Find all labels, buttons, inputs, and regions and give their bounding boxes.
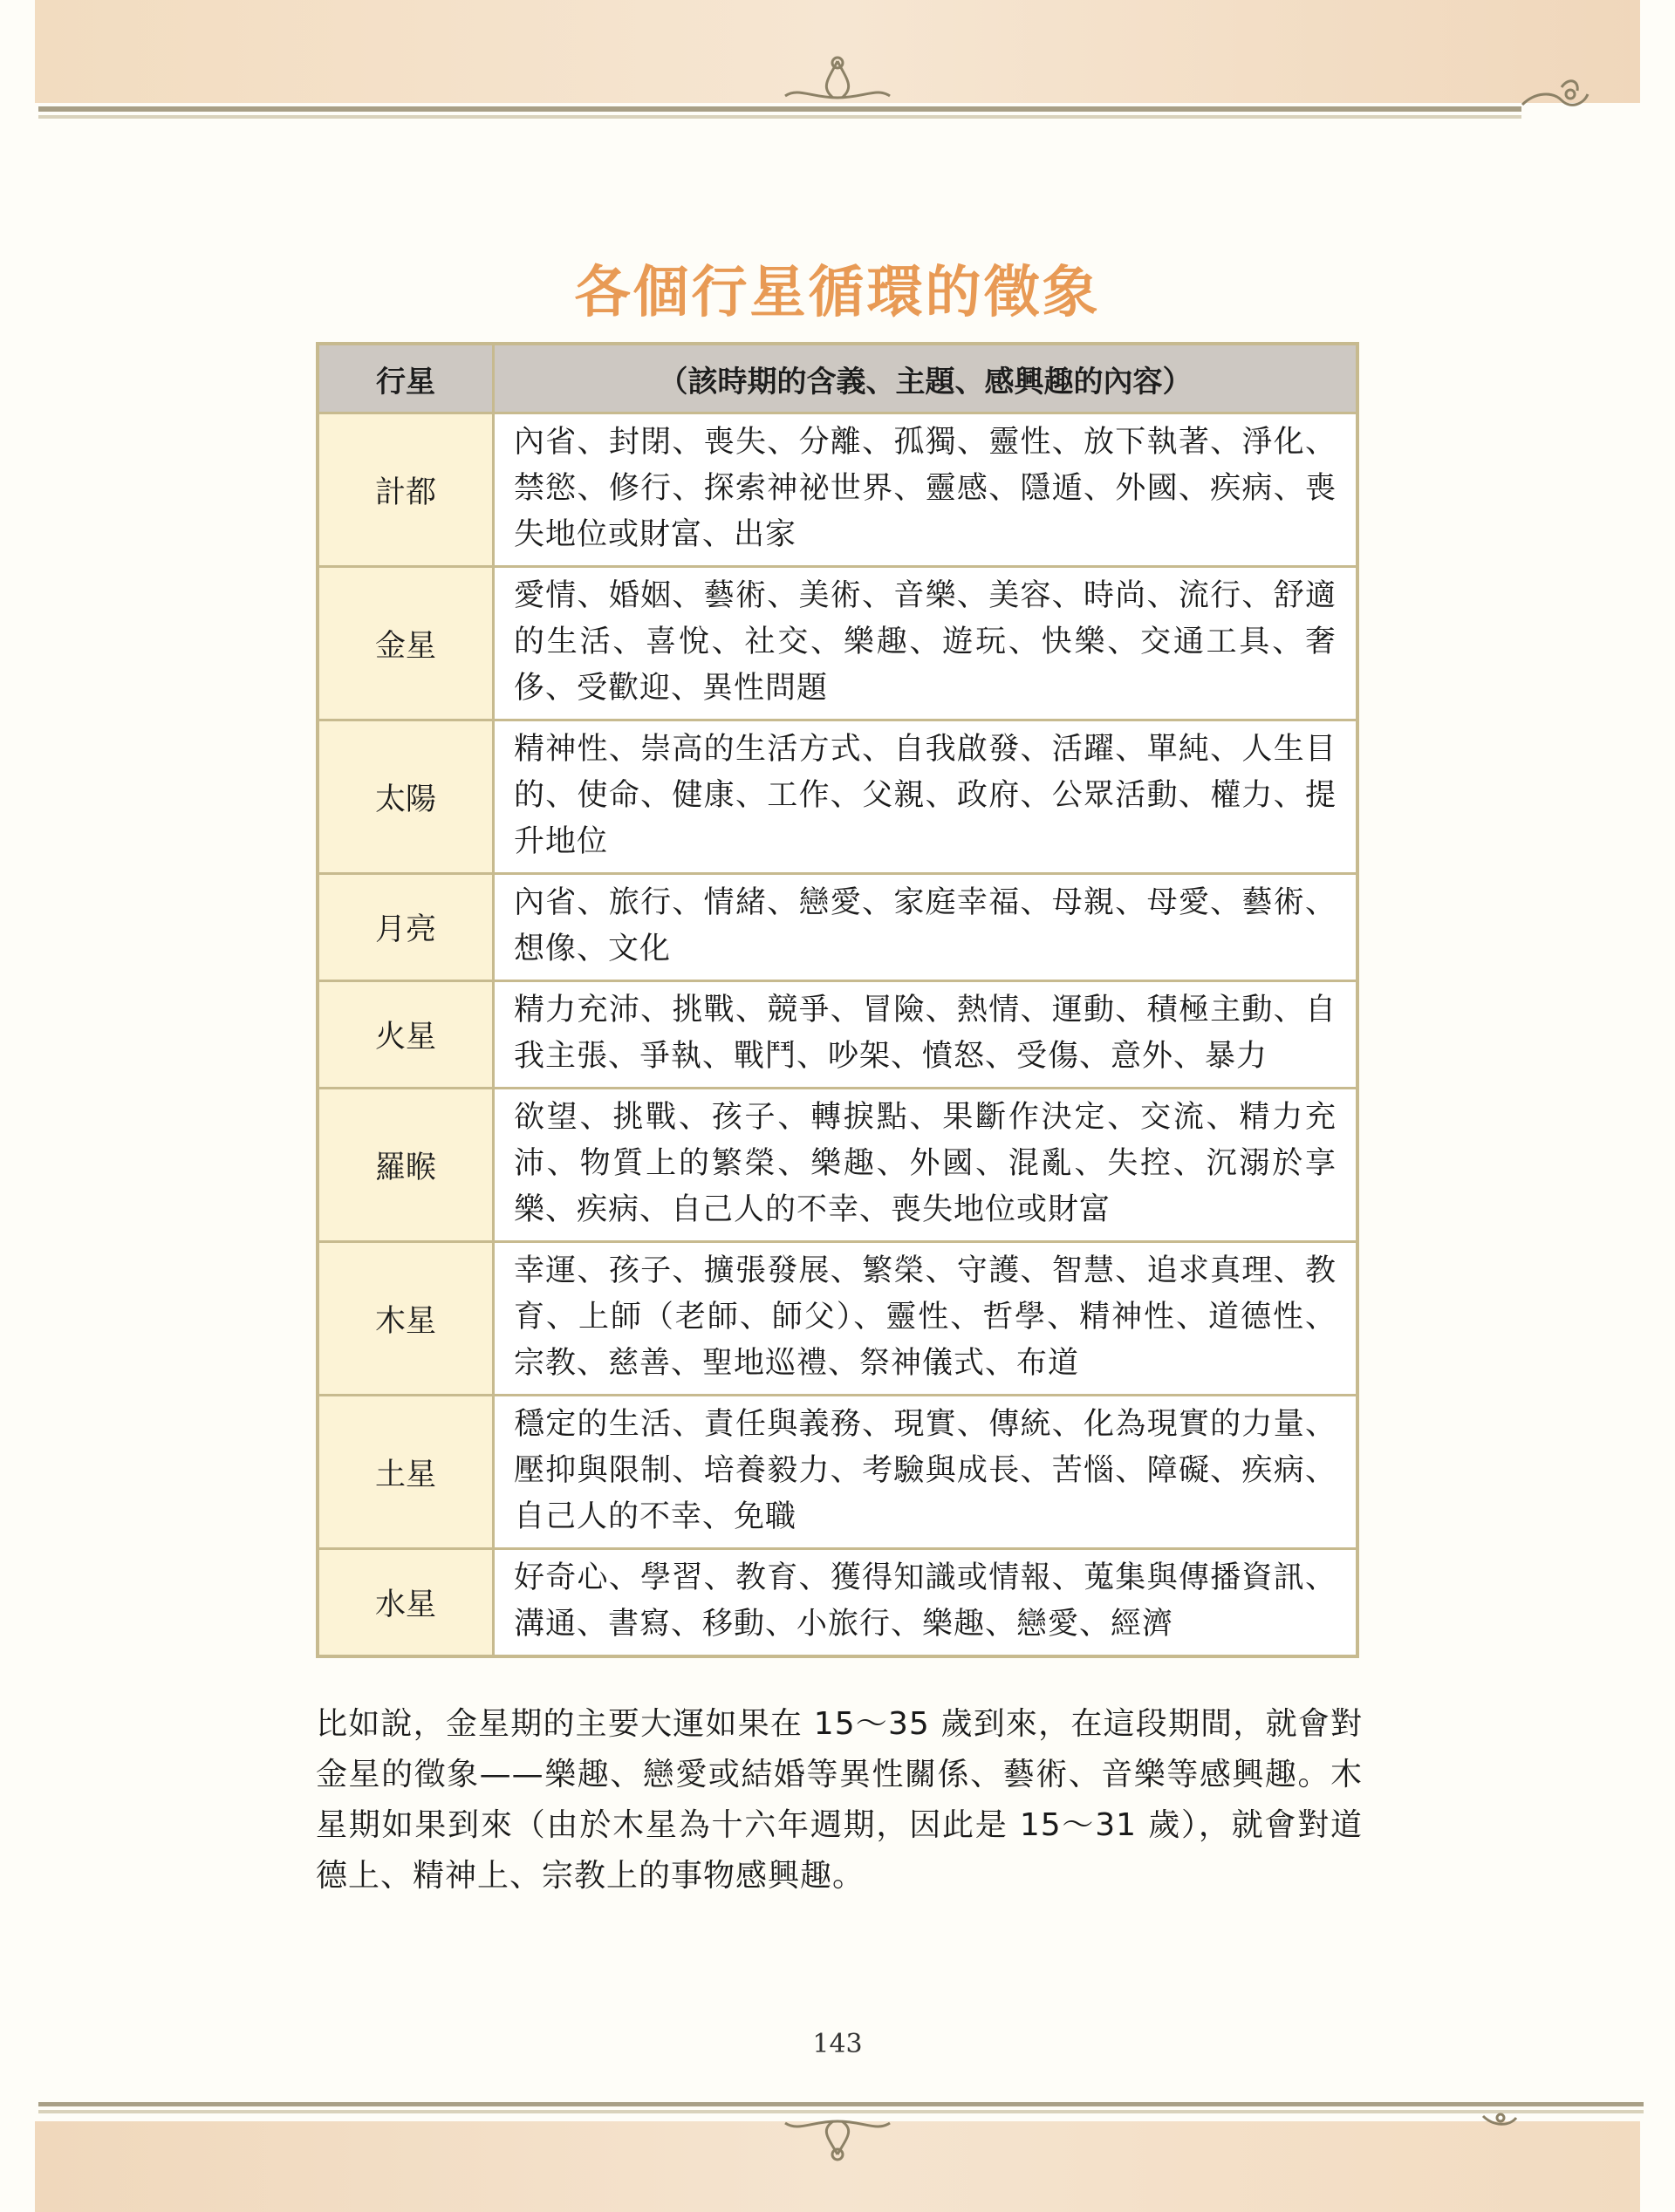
bottom-border-graphic [0,2102,1675,2212]
table-row [318,1549,1357,1657]
planet-name: 太陽 [318,720,494,874]
top-border-graphic [0,0,1675,131]
planet-name: 金星 [318,567,494,720]
planet-description: 內省、封閉、喪失、分離、孤獨、靈性、放下執著、淨化、禁慾、修行、探索神祕世界、靈感、隱遁、外國、疾病、喪失地位或財富、出家 [494,413,1358,567]
planet-name: 土星 [318,1396,494,1549]
table-row [318,720,1357,874]
body-paragraph: 比如說，金星期的主要大運如果在 15～35 歲到來，在這段期間，就會對金星的徵象——樂趣、戀愛或結婚等異性關係、藝術、音樂等感興趣。木星期如果到來（由於木星為十六年週期，因此是 15～31 歲），就會對道德上、精神上、宗教上的事物感興趣。 [316,1706,1363,1894]
table-row [318,874,1357,981]
table-row [318,981,1357,1089]
planet-name: 計都 [318,413,494,567]
planet-name: 月亮 [318,874,494,981]
planet-description: 好奇心、學習、教育、獲得知識或情報、蒐集與傳播資訊、溝通、書寫、移動、小旅行、樂趣、戀愛、經濟 [494,1549,1358,1657]
planet-description: 穩定的生活、責任與義務、現實、傳統、化為現實的力量、壓抑與限制、培養毅力、考驗與成長、苦惱、障礙、疾病、自己人的不幸、免職 [494,1396,1358,1549]
planet-description: 內省、旅行、情緒、戀愛、家庭幸福、母親、母愛、藝術、想像、文化 [494,874,1358,981]
planet-description: 愛情、婚姻、藝術、美術、音樂、美容、時尚、流行、舒適的生活、喜悅、社交、樂趣、遊玩、快樂、交通工具、奢侈、受歡迎、異性問題 [494,567,1358,720]
table-row [318,413,1357,567]
planet-description: 欲望、挑戰、孩子、轉捩點、果斷作決定、交流、精力充沛、物質上的繁榮、樂趣、外國、混亂、失控、沉溺於享樂、疾病、自己人的不幸、喪失地位或財富 [494,1089,1358,1242]
planet-name: 水星 [318,1549,494,1657]
planet-description: 精力充沛、挑戰、競爭、冒險、熱情、運動、積極主動、自我主張、爭執、戰鬥、吵架、憤怒、受傷、意外、暴力 [494,981,1358,1089]
planet-description: 幸運、孩子、擴張發展、繁榮、守護、智慧、追求真理、教育、上師（老師、師父）、靈性、哲學、精神性、道德性、宗教、慈善、聖地巡禮、祭神儀式、布道 [494,1242,1358,1396]
bottom-decorative-border [0,2102,1675,2212]
planet-name: 火星 [318,981,494,1089]
top-decorative-border [0,0,1675,131]
page-title: 各個行星循環的徵象 [574,260,1101,325]
header-meaning: （該時期的含義、主題、感興趣的內容） [494,344,1358,413]
planet-cycle-table [316,342,1359,1658]
planet-name: 羅睺 [318,1089,494,1242]
table-row [318,1242,1357,1396]
table-header-row [318,344,1357,413]
header-planet: 行星 [318,344,494,413]
table-row [318,1396,1357,1549]
page-number: 143 [812,2029,863,2059]
table-row [318,1089,1357,1242]
planet-description: 精神性、崇高的生活方式、自我啟發、活躍、單純、人生目的、使命、健康、工作、父親、政府、公眾活動、權力、提升地位 [494,720,1358,874]
table-row [318,567,1357,720]
planet-name: 木星 [318,1242,494,1396]
